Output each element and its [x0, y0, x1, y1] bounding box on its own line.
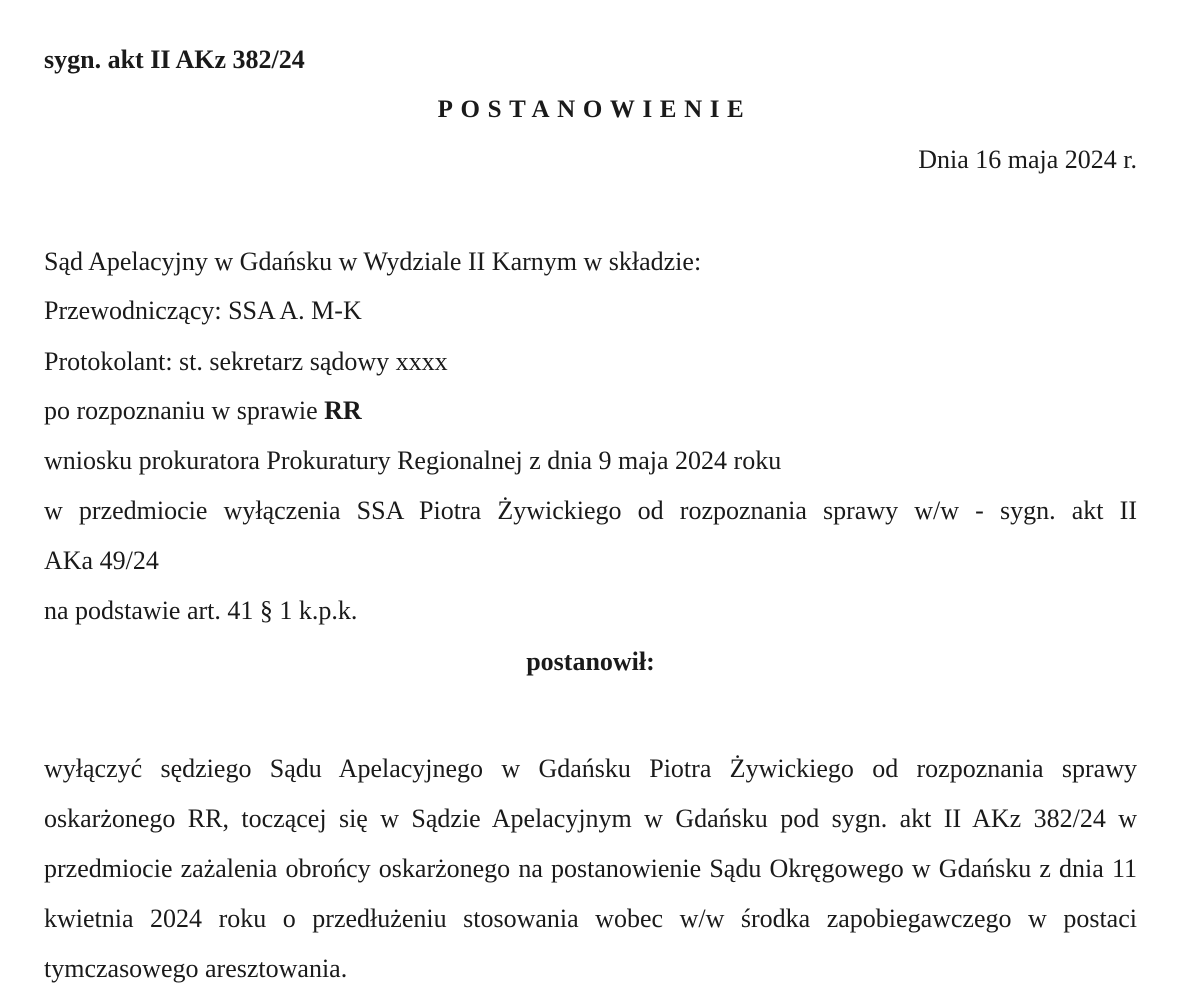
subject-line: [44, 496, 1137, 526]
legal-basis-line: na podstawie art. 41 § 1 k.p.k.: [44, 596, 358, 625]
subject-text: w przedmiocie wyłączenia SSA Piotra Żywickiego od rozpoznania sprawy w/w - sygn. akt II: [44, 496, 1137, 525]
case-name: RR: [324, 396, 362, 425]
court-composition-line: Sąd Apelacyjny w Gdańsku w Wydziale II Karnym w składzie:: [44, 247, 702, 276]
motion-line: wniosku prokuratora Prokuratury Regionalnej z dnia 9 maja 2024 roku: [44, 446, 782, 475]
case-line: [44, 396, 362, 426]
chairman-line: Przewodniczący: SSA A. M-K: [44, 296, 362, 325]
decision-heading: postanowił:: [526, 647, 655, 676]
clerk-line: Protokolant: st. sekretarz sądowy xxxx: [44, 347, 448, 376]
decision-paragraph: wyłączyć sędziego Sądu Apelacyjnego w Gdańsku Piotra Żywickiego od rozpoznania sprawy oskarżonego RR, toczącej się w Sądzie Apelacyjnym w Gdańsku pod sygn. akt II AKz 382/24 w przedmiocie zażalenia obrońcy oskarżonego na postanowienie Sądu Okręgowego w Gdańsku z dnia 11 kwietnia 2024 roku o przedłużeniu stosowania wobec w/w środka zapobiegawczego w postaci tymczasowego aresztowania.: [44, 754, 1137, 983]
document-page: [44, 0, 1137, 1003]
case-prefix: po rozpoznaniu w sprawie: [44, 396, 325, 425]
subject-continuation: AKa 49/24: [44, 546, 159, 575]
document-date: Dnia 16 maja 2024 r.: [918, 145, 1137, 174]
document-title: POSTANOWIENIE: [437, 96, 752, 123]
case-signature: sygn. akt II AKz 382/24: [44, 45, 305, 74]
